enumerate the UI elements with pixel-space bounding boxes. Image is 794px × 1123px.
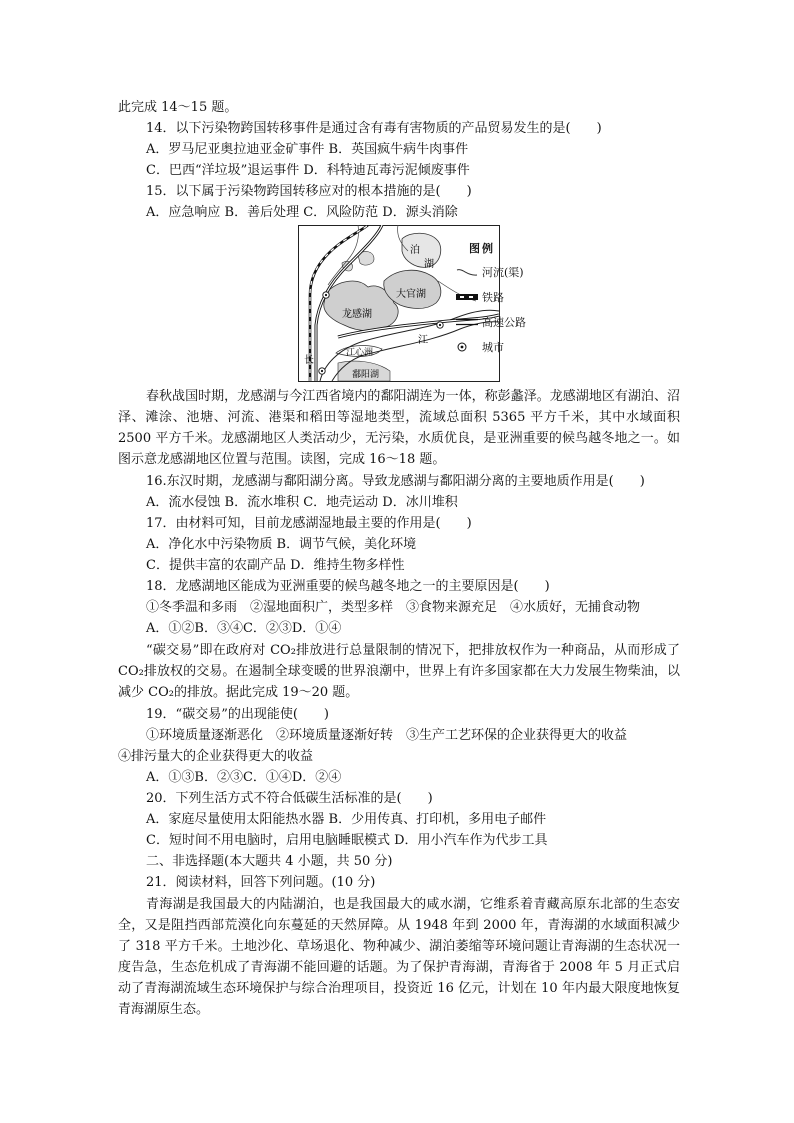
map-label-dagong-lake: 大官湖 bbox=[396, 289, 426, 300]
legend-railway-label: 铁路 bbox=[482, 291, 504, 304]
question-16-options: A．流水侵蚀 B．流水堆积 C．地壳运动 D．冰川堆积 bbox=[146, 495, 458, 510]
legend-river-label: 河流(渠) bbox=[482, 266, 524, 279]
passage-longgan: 春秋战国时期，龙感湖与今江西省境内的鄱阳湖连为一体，称彭蠡泽。龙感湖地区有湖泊、沼泽、滩涂、池塘、河流、港渠和稻田等湿地类型，流域总面积 5365 平方千米，其中水域面积 2500 平方千米。龙感湖地区人类活动少，无污染，水质优良，是亚洲重要的候鸟越冬地之一。如图示意龙感湖地区位置与范围。读图，完成 16～18 题。 bbox=[118, 389, 680, 467]
question-20: 20．下列生活方式不符合低碳生活标准的是( ) bbox=[146, 791, 433, 806]
question-19-options: A．①③B．②③C．①④D．②④ bbox=[146, 770, 342, 785]
map-label-jiangxinzhou: 江心洲 bbox=[346, 348, 374, 358]
map-label-bogu-1: 泊 bbox=[410, 245, 420, 256]
question-20-options-ab: A．家庭尽量使用太阳能热水器 B．少用传真、打印机，多用电子邮件 bbox=[146, 812, 547, 827]
intro-tail: 此完成 14～15 题。 bbox=[118, 100, 238, 115]
question-17: 17．由材料可知，目前龙感湖湿地最主要的作用是( ) bbox=[146, 516, 472, 531]
question-17-options-cd: C．提供丰富的农副产品 D．维持生物多样性 bbox=[146, 558, 405, 573]
question-17-options-ab: A．净化水中污染物质 B．调节气候，美化环境 bbox=[146, 537, 417, 552]
section-2-heading: 二、非选择题(本大题共 4 小题，共 50 分) bbox=[146, 854, 393, 869]
question-19-items-1: ①环境质量逐渐恶化 ②环境质量逐渐好转 ③生产工艺环保的企业获得更大的收益 bbox=[146, 728, 628, 743]
legend-highway bbox=[455, 314, 565, 330]
map-label-longgan-lake: 龙感湖 bbox=[342, 309, 372, 320]
question-21: 21．阅读材料，回答下列问题。(10 分) bbox=[146, 875, 376, 890]
question-19: 19．“碳交易”的出现能使( ) bbox=[146, 707, 329, 722]
question-15: 15．以下属于污染物跨国转移应对的根本措施的是( ) bbox=[146, 184, 472, 199]
question-18-options: A．①②B．③④C．②③D．①④ bbox=[146, 621, 342, 636]
question-14-options-cd: C．巴西“洋垃圾”退运事件 D．科特迪瓦毒污泥倾废事件 bbox=[146, 163, 470, 178]
passage-carbon-trading: “碳交易”即在政府对 CO₂排放进行总量限制的情况下，把排放权作为一种商品，从而形成了 CO₂排放权的交易。在遏制全球变暖的世界浪潮中，世界上有许多国家都在大力发展生物柴油，以减少 CO₂的排放。据此完成 19～20 题。 bbox=[118, 643, 680, 700]
question-15-options: A．应急响应 B．善后处理 C．风险防范 D．源头消除 bbox=[146, 205, 458, 220]
legend-title: 图例 bbox=[469, 242, 495, 255]
question-14-options-ab: A．罗马尼亚奥拉迪亚金矿事件 B．英国疯牛病牛肉事件 bbox=[146, 142, 469, 157]
map-label-river-chang: 长 bbox=[304, 355, 314, 366]
question-20-options-cd: C．短时间不用电脑时，启用电脑睡眠模式 D．用小汽车作为代步工具 bbox=[146, 833, 548, 848]
question-14: 14．以下污染物跨国转移事件是通过含有毒有害物质的产品贸易发生的是( ) bbox=[146, 121, 602, 136]
legend-river bbox=[455, 264, 565, 280]
question-19-items-2: ④排污量大的企业获得更大的收益 bbox=[118, 749, 314, 764]
question-18: 18．龙感湖地区能成为亚洲重要的候鸟越冬地之一的主要原因是( ) bbox=[146, 579, 550, 594]
highway-icon bbox=[455, 316, 479, 328]
city-icon bbox=[455, 341, 479, 353]
legend-city bbox=[455, 339, 565, 355]
map-label-bogu-2: 湖 bbox=[424, 259, 434, 270]
question-16: 16.东汉时期，龙感湖与鄱阳湖分离。导致龙感湖与鄱阳湖分离的主要地质作用是( ) bbox=[146, 474, 645, 489]
map-label-river-jiang: 江 bbox=[418, 335, 428, 346]
question-18-items: ①冬季温和多雨 ②湿地面积广，类型多样 ③食物来源充足 ④水质好，无捕食动物 bbox=[146, 600, 641, 615]
passage-qinghai-lake: 青海湖是我国最大的内陆湖泊，也是我国最大的咸水湖，它维系着青藏高原东北部的生态安全，又是阻挡西部荒漠化向东蔓延的天然屏障。从 1948 年到 2000 年，青海湖的水域面积减少了 318 平方千米。土地沙化、草场退化、物种减少、湖泊萎缩等环境问题让青海湖的生态状况一度告急，生态危机成了青海湖不能回避的话题。为了保护青海湖，青海省于 2008 年 5 月正式启动了青海湖流域生态环境保护与综合治理项目，投资近 16 亿元，计划在 10 年内最大限度地恢复青海湖原生态。 bbox=[118, 897, 680, 1017]
river-icon bbox=[455, 266, 479, 278]
legend-highway-label: 高速公路 bbox=[482, 316, 526, 329]
railway-icon bbox=[455, 291, 479, 303]
legend-city-label: 城市 bbox=[482, 341, 504, 354]
legend-railway bbox=[455, 289, 565, 305]
map-label-poyang-lake: 鄱阳湖 bbox=[352, 370, 380, 380]
